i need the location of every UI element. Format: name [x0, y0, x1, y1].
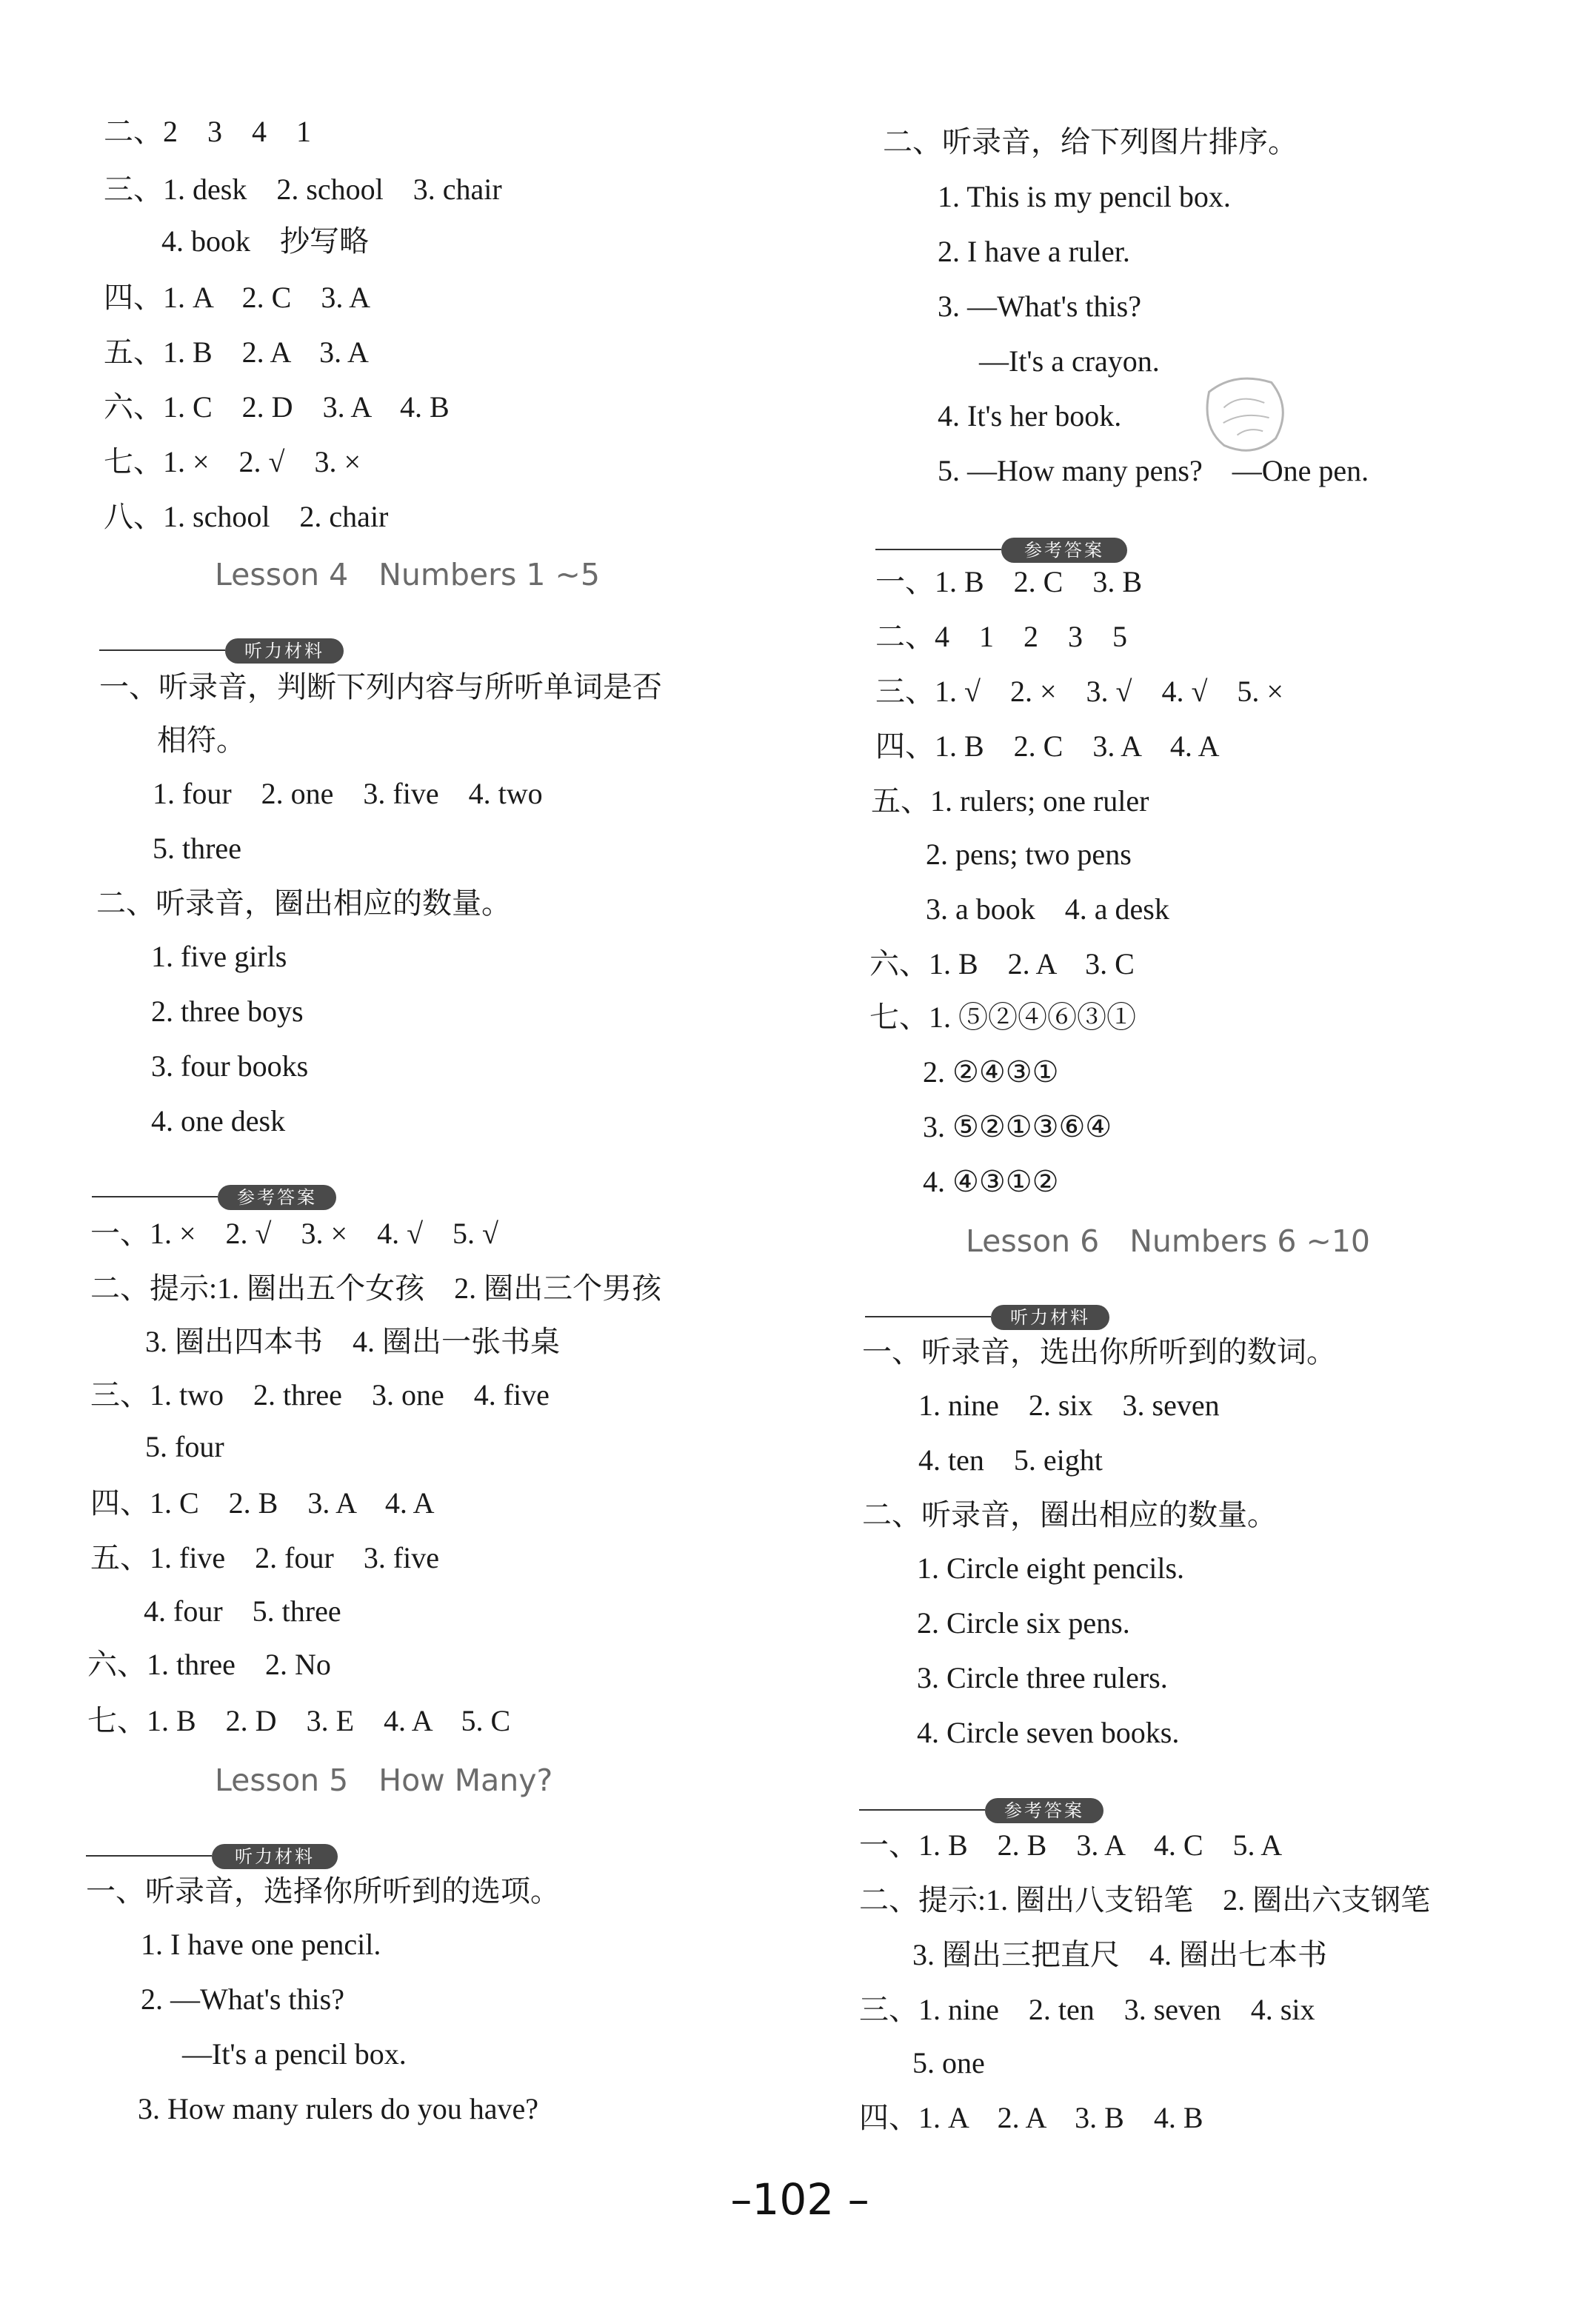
answer-line: 七、1. ⑤②④⑥③①	[869, 1000, 1136, 1034]
section-header-label: 听力材料	[212, 1844, 338, 1869]
lesson-title: Lesson 4 Numbers 1 ~5	[215, 557, 600, 592]
answer-line: 三、1. nine 2. ten 3. seven 4. six	[859, 1993, 1315, 2026]
answer-line: 一、听录音，判断下列内容与所听单词是否	[99, 670, 662, 704]
section-header-label: 参考答案	[218, 1185, 336, 1210]
section-header	[859, 1795, 1103, 1825]
answer-line: 相符。	[157, 724, 246, 757]
answer-line: 一、1. B 2. C 3. B	[875, 565, 1143, 598]
answer-line: —It's a pencil box.	[182, 2037, 407, 2071]
answer-line: 一、1. B 2. B 3. A 4. C 5. A	[859, 1828, 1283, 1862]
answer-line: 二、提示:1. 圈出五个女孩 2. 圈出三个男孩	[90, 1272, 662, 1305]
header-rule	[859, 1809, 985, 1811]
answer-line: 二、2 3 4 1	[104, 115, 311, 148]
answer-line: 五、1. five 2. four 3. five	[90, 1541, 440, 1574]
answer-line: 1. four 2. one 3. five 4. two	[153, 777, 543, 810]
answer-line: 5. —How many pens? —One pen.	[938, 454, 1369, 487]
answer-line: 4. four 5. three	[144, 1594, 341, 1628]
answer-line: 3. 圈出四本书 4. 圈出一张书桌	[145, 1325, 560, 1358]
answer-line: 三、1. desk 2. school 3. chair	[104, 173, 502, 206]
section-header	[865, 1302, 1109, 1332]
section-header	[92, 1182, 336, 1212]
section-header-label: 参考答案	[985, 1798, 1103, 1823]
answer-line: 二、4 1 2 3 5	[875, 620, 1127, 653]
answer-line: 3. a book 4. a desk	[926, 892, 1169, 926]
answer-line: 4. It's her book.	[938, 399, 1122, 432]
answer-line: 七、1. B 2. D 3. E 4. A 5. C	[87, 1704, 511, 1737]
answer-line: 2. three boys	[151, 995, 304, 1028]
answer-line: 3. four books	[151, 1049, 309, 1083]
answer-line: 六、1. three 2. No	[87, 1648, 331, 1681]
answer-line: 二、听录音，圈出相应的数量。	[862, 1498, 1277, 1531]
answer-line: 3. How many rulers do you have?	[138, 2092, 538, 2125]
answer-line: 五、1. rulers; one ruler	[871, 784, 1149, 818]
answer-line: 六、1. B 2. A 3. C	[869, 947, 1135, 980]
answer-line: 5. four	[145, 1430, 224, 1463]
answer-line: 一、听录音，选择你所听到的选项。	[86, 1874, 560, 1908]
answer-line: 四、1. A 2. A 3. B 4. B	[859, 2101, 1203, 2134]
answer-line: 四、1. A 2. C 3. A	[104, 281, 371, 314]
answer-line: 一、听录音，选出你所听到的数词。	[862, 1335, 1336, 1369]
answer-line: 1. five girls	[151, 940, 287, 973]
header-rule	[865, 1316, 991, 1317]
answer-line: 二、听录音，给下列图片排序。	[883, 125, 1298, 158]
section-header-label: 听力材料	[991, 1305, 1109, 1330]
answer-line: 4. ④③①②	[923, 1165, 1059, 1198]
section-header	[99, 635, 344, 665]
answer-line: 2. ②④③①	[923, 1055, 1059, 1089]
answer-line: 二、听录音，圈出相应的数量。	[96, 886, 511, 920]
header-rule	[99, 649, 225, 651]
answer-line: 4. book 抄写略	[161, 224, 369, 258]
answer-line: 3. 圈出三把直尺 4. 圈出七本书	[912, 1938, 1327, 1971]
answer-line: 4. Circle seven books.	[917, 1716, 1180, 1749]
header-rule	[92, 1196, 218, 1197]
answer-line: 八、1. school 2. chair	[104, 500, 389, 533]
answer-line: 三、1. two 2. three 3. one 4. five	[90, 1378, 550, 1411]
answer-line: 一、1. × 2. √ 3. × 4. √ 5. √	[90, 1217, 498, 1250]
answer-line: 4. ten 5. eight	[918, 1443, 1103, 1477]
header-rule	[875, 549, 1001, 550]
answer-line: 3. Circle three rulers.	[917, 1661, 1168, 1694]
answer-line: 四、1. C 2. B 3. A 4. A	[90, 1486, 435, 1520]
lesson-title: Lesson 5 How Many?	[215, 1763, 553, 1798]
answer-line: 二、提示:1. 圈出八支铅笔 2. 圈出六支钢笔	[859, 1883, 1431, 1917]
answer-line: —It's a crayon.	[979, 344, 1160, 378]
answer-line: 1. This is my pencil box.	[938, 180, 1231, 213]
answer-line: 六、1. C 2. D 3. A 4. B	[104, 390, 450, 424]
answer-line: 1. Circle eight pencils.	[917, 1551, 1185, 1585]
section-header-label: 听力材料	[225, 638, 344, 664]
answer-line: 五、1. B 2. A 3. A	[104, 335, 369, 369]
answer-line: 2. pens; two pens	[926, 838, 1132, 871]
lesson-title: Lesson 6 Numbers 6 ~10	[966, 1223, 1370, 1259]
answer-line: 5. three	[153, 832, 241, 865]
section-header-label: 参考答案	[1001, 538, 1127, 563]
header-rule	[86, 1855, 212, 1857]
answer-line: 四、1. B 2. C 3. A 4. A	[875, 729, 1220, 763]
page-number: –102 –	[730, 2174, 869, 2225]
answer-line: 三、1. √ 2. × 3. √ 4. √ 5. ×	[875, 675, 1283, 708]
answer-line: 七、1. × 2. √ 3. ×	[104, 445, 361, 478]
answer-line: 2. Circle six pens.	[917, 1606, 1130, 1640]
answer-line: 2. —What's this?	[141, 1982, 344, 2016]
answer-line: 1. I have one pencil.	[141, 1928, 381, 1961]
answer-line: 3. —What's this?	[938, 290, 1141, 323]
answer-line: 2. I have a ruler.	[938, 235, 1130, 268]
answer-line: 3. ⑤②①③⑥④	[923, 1110, 1112, 1143]
answer-line: 4. one desk	[151, 1104, 286, 1137]
section-header	[86, 1841, 338, 1871]
answer-line: 1. nine 2. six 3. seven	[918, 1389, 1220, 1422]
answer-line: 5. one	[912, 2046, 985, 2079]
